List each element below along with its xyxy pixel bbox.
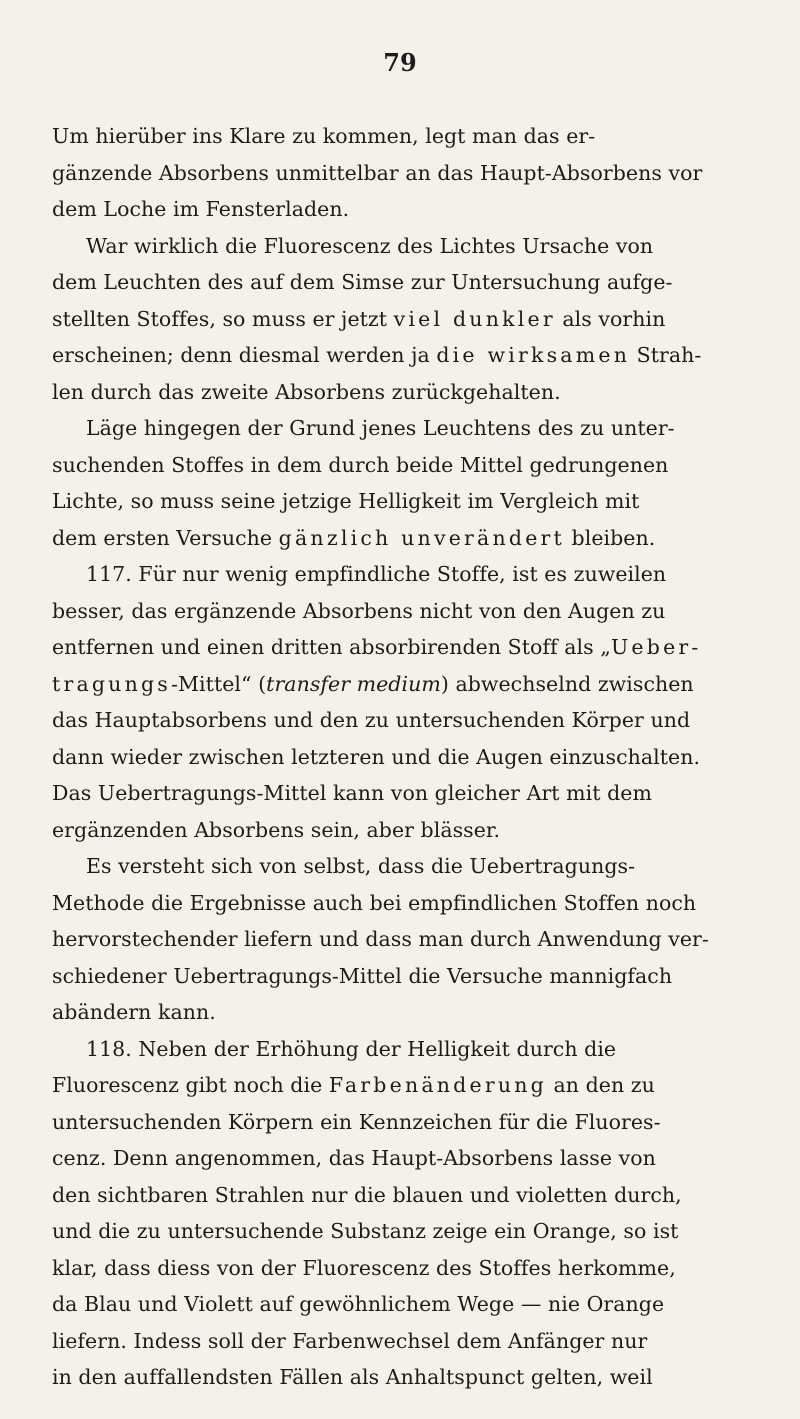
text-line: 118. Neben der Erhöhung der Helligkeit durch die bbox=[86, 1036, 617, 1061]
text-line: in den auffallendsten Fällen als Anhaltspunct gelten, weil bbox=[52, 1365, 653, 1389]
text-line: ergänzenden Absorbens sein, aber blässer. bbox=[52, 817, 501, 842]
text-line: suchenden Stoffes in dem durch beide Mittel gedrungenen bbox=[52, 452, 669, 477]
text-line: Es versteht sich von selbst, dass die Uebertragungs- bbox=[86, 854, 636, 878]
italic-term: transfer medium bbox=[266, 671, 441, 696]
emphasis: gänzlich unverändert bbox=[278, 525, 565, 550]
text-line: dem Leuchten des auf dem Simse zur Untersuchung aufge- bbox=[52, 270, 673, 294]
text-line: Fluorescenz gibt noch die Farbenänderung an den zu bbox=[52, 1073, 655, 1097]
text-line: Läge hingegen der Grund jenes Leuchtens des zu unter- bbox=[86, 416, 675, 440]
emphasis: viel dunkler bbox=[393, 306, 556, 331]
text-line: das Hauptabsorbens und den zu untersuchenden Körper und bbox=[52, 708, 691, 732]
text-line: dann wieder zwischen letzteren und die Augen einzuschalten. bbox=[52, 744, 701, 769]
emphasis: die wirksamen bbox=[436, 343, 631, 367]
text-line: schiedener Uebertragungs-Mittel die Versuche mannigfach bbox=[52, 963, 673, 988]
emphasis: tragungs bbox=[52, 671, 172, 696]
text-line: Das Uebertragungs-Mittel kann von gleicher Art mit dem bbox=[52, 781, 652, 805]
text-line: stellten Stoffes, so muss er jetzt viel dunkler als vorhin bbox=[52, 306, 666, 331]
text-line: besser, das ergänzende Absorbens nicht von den Augen zu bbox=[52, 598, 666, 623]
text-line: tragungs-Mittel“ (transfer medium) abwechselnd zwischen bbox=[52, 671, 694, 696]
text-line: da Blau und Violett auf gewöhnlichem Wege — nie Orange bbox=[52, 1292, 665, 1316]
text-line: len durch das zweite Absorbens zurückgehalten. bbox=[52, 379, 561, 404]
text-line: untersuchenden Körpern ein Kennzeichen für die Fluores- bbox=[52, 1109, 661, 1134]
page-number: 79 bbox=[383, 48, 417, 77]
text-line: hervorstechender liefern und dass man durch Anwendung ver- bbox=[52, 927, 709, 951]
text-line: und die zu untersuchende Substanz zeige ein Orange, so ist bbox=[52, 1219, 679, 1243]
text-line: dem ersten Versuche gänzlich unverändert bleiben. bbox=[52, 525, 656, 550]
text-line: erscheinen; denn diesmal werden ja die wirksamen Strah- bbox=[52, 343, 702, 367]
text-line: Um hierüber ins Klare zu kommen, legt man das er- bbox=[52, 124, 596, 148]
text-line: entfernen und einen dritten absorbirenden Stoff als „Ueber- bbox=[52, 635, 702, 659]
text-line: 117. Für nur wenig empfindliche Stoffe, ist es zuweilen bbox=[86, 562, 667, 586]
emphasis: Ueber- bbox=[610, 635, 702, 659]
text-line: den sichtbaren Strahlen nur die blauen und violetten durch, bbox=[52, 1182, 682, 1207]
text-line: gänzende Absorbens unmittelbar an das Haupt-Absorbens vor bbox=[52, 160, 703, 185]
text-line: War wirklich die Fluorescenz des Lichtes Ursache von bbox=[86, 233, 654, 258]
text-line: abändern kann. bbox=[52, 1000, 216, 1024]
text-line: liefern. Indess soll der Farbenwechsel dem Anfänger nur bbox=[52, 1328, 648, 1353]
text-line: klar, dass diess von der Fluorescenz des Stoffes herkomme, bbox=[52, 1255, 676, 1280]
emphasis: Farbenänderung bbox=[328, 1073, 547, 1097]
text-line: Methode die Ergebnisse auch bei empfindlichen Stoffen noch bbox=[52, 890, 697, 915]
text-line: cenz. Denn angenommen, das Haupt-Absorbens lasse von bbox=[52, 1146, 656, 1170]
text-line: Lichte, so muss seine jetzige Helligkeit im Vergleich mit bbox=[52, 489, 640, 513]
body-text bbox=[52, 118, 742, 1396]
text-line: dem Loche im Fensterladen. bbox=[52, 197, 350, 221]
